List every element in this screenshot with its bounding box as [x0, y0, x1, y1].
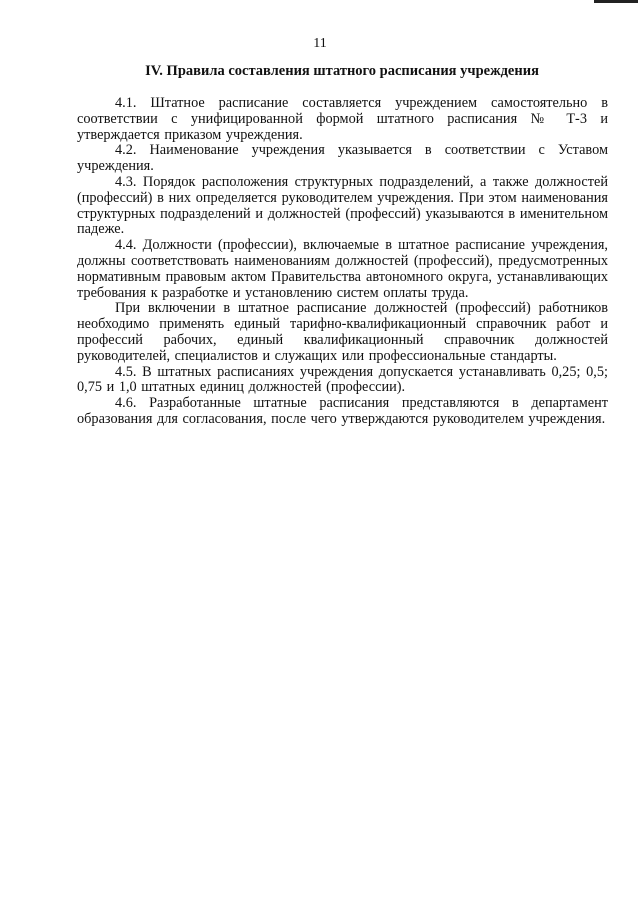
paragraph-4-5: 4.5. В штатных расписаниях учреждения допускается устанавливать 0,25; 0,5; 0,75 и 1,0 штатных единиц должностей (профессии).	[77, 363, 608, 396]
paragraph-4-2: 4.2. Наименование учреждения указывается в соответствии с Уставом учреждения.	[77, 142, 608, 175]
paragraph-4-4: 4.4. Должности (профессии), включаемые в штатное расписание учреждения, должны соответствовать наименованиям должностей (профессий), предусмотренных нормативным правовым актом Правительства автономного округа, устанавливающих требования к разработке и установлению систем оплаты труда.	[77, 237, 608, 301]
document-body	[77, 96, 608, 428]
section-title: IV. Правила составления штатного расписания учреждения	[145, 63, 539, 79]
paragraph-4-6: 4.6. Разработанные штатные расписания представляются в департамент образования для согласования, после чего утверждаются руководителем учреждения.	[77, 395, 608, 427]
paragraph-4-1: 4.1. Штатное расписание составляется учреждением самостоятельно в соответствии с унифицированной формой штатного расписания № Т-3 и утверждается приказом учреждения.	[77, 95, 608, 143]
page-number: 11	[313, 36, 327, 51]
paragraph-4-3: 4.3. Порядок расположения структурных подразделений, а также должностей (профессий) в них определяется руководителем учреждения. При этом наименования структурных подразделений и должностей (профессий) указываются в именительном падеже.	[77, 173, 608, 238]
paragraph-4-4-continued: При включении в штатное расписание должностей (профессий) работников необходимо применять единый тарифно-квалификационный справочник работ и профессий рабочих, единый квалификационный справочник должностей руководителей, специалистов и служащих или профессиональные стандарты.	[77, 300, 608, 364]
scan-edge-mark	[594, 0, 638, 3]
